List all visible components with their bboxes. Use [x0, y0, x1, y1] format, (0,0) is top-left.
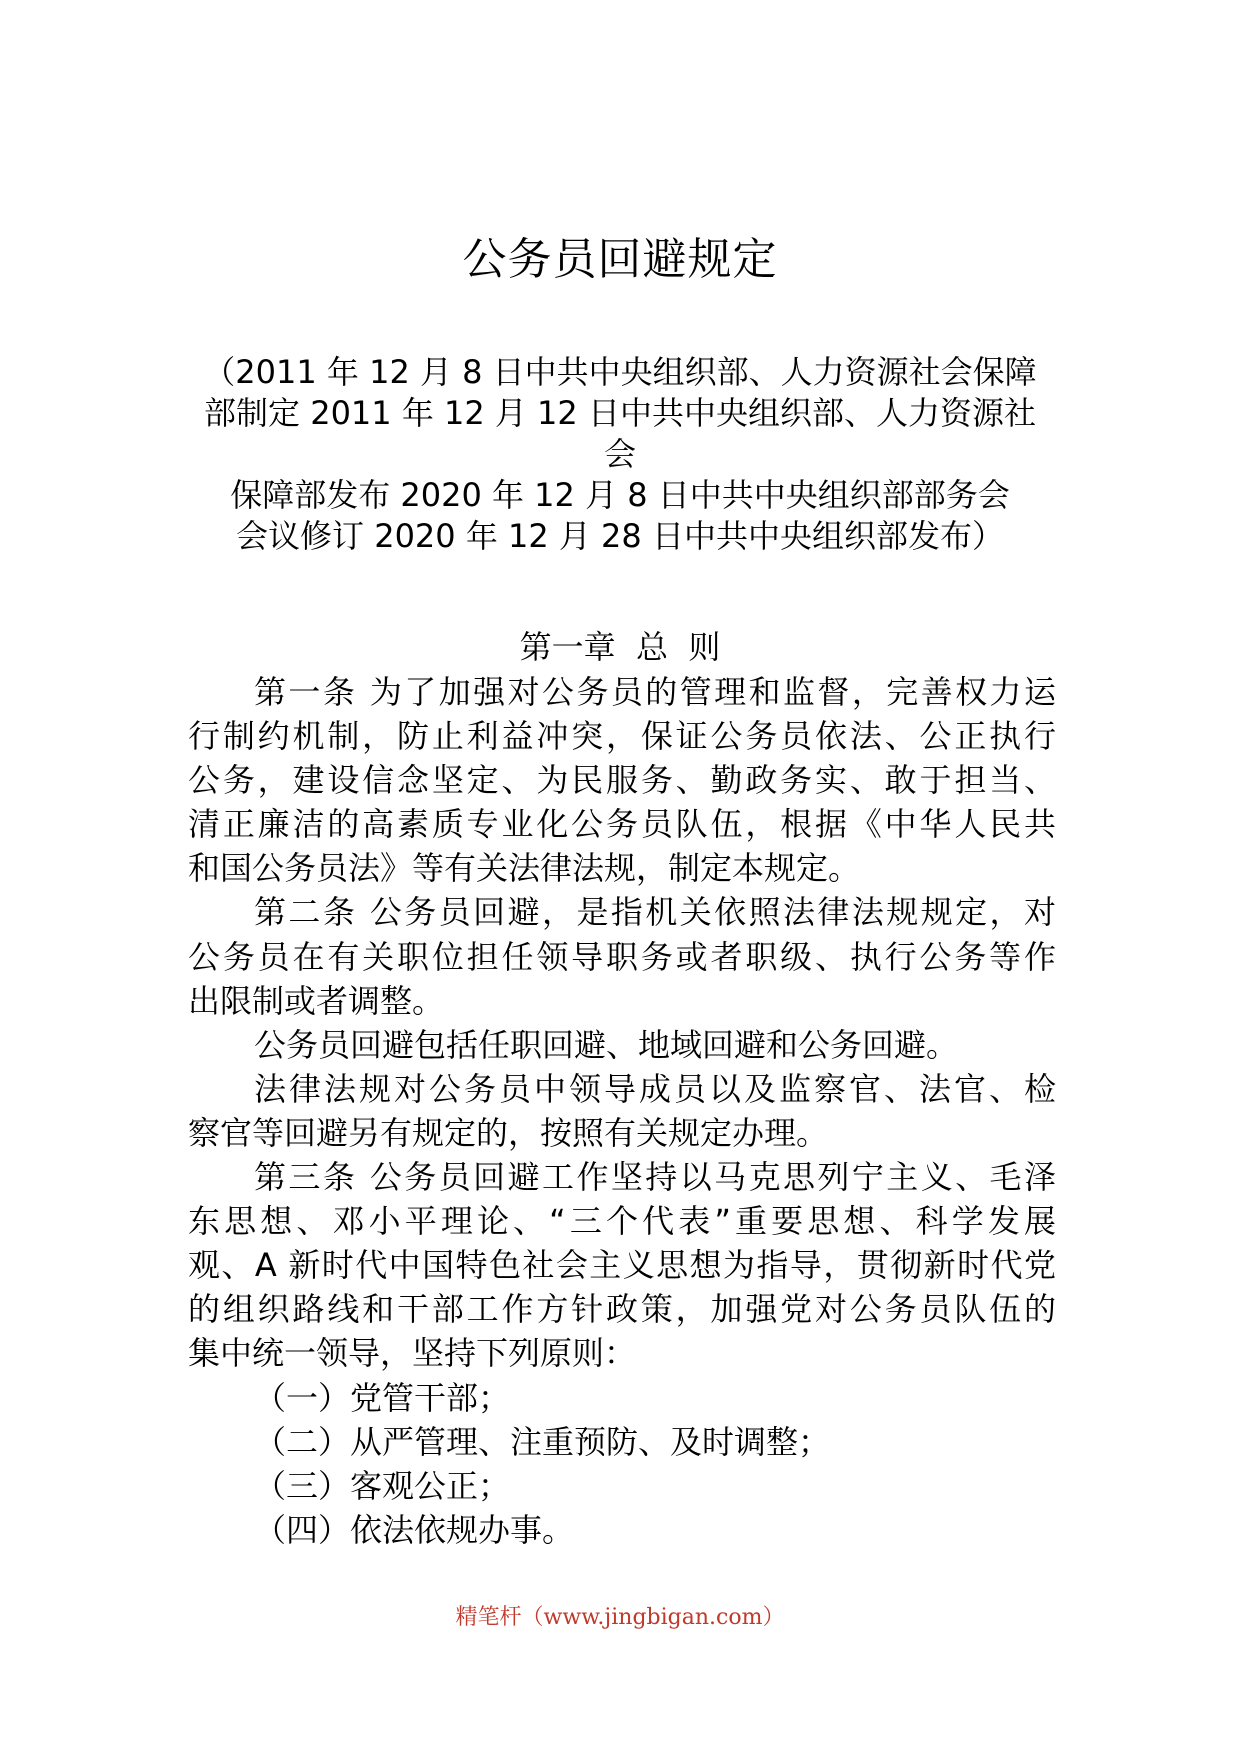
article-2-line: 第二条 公务员回避，是指机关依照法律法规规定，对	[254, 893, 1056, 932]
article-3-line: 集中统一领导，坚持下列原则：	[188, 1334, 637, 1373]
subtitle-line: 部制定 2011 年 12 月 12 日中共中央组织部、人力资源社	[204, 394, 1036, 432]
principle-item: （二）从严管理、注重预防、及时调整；	[254, 1422, 831, 1461]
article-3-line: 第三条 公务员回避工作坚持以马克思列宁主义、毛泽	[254, 1158, 1056, 1197]
article-2-paragraph: 察官等回避另有规定的，按照有关规定办理。	[188, 1113, 829, 1152]
subtitle-line: （2011 年 12 月 8 日中共中央组织部、人力资源社会保障	[203, 353, 1037, 391]
article-2-paragraph: 法律法规对公务员中领导成员以及监察官、法官、检	[254, 1069, 1056, 1108]
article-3-line: 观、A 新时代中国特色社会主义思想为指导，贯彻新时代党	[188, 1246, 1056, 1285]
article-1-line: 行制约机制，防止利益冲突，保证公务员依法、公正执行	[188, 717, 1056, 756]
document-subtitle	[190, 352, 1050, 557]
article-1-line: 和国公务员法》等有关法律法规，制定本规定。	[188, 849, 861, 888]
article-3-line: 的组织路线和干部工作方针政策，加强党对公务员队伍的	[188, 1290, 1056, 1329]
article-1-line: 清正廉洁的高素质专业化公务员队伍，根据《中华人民共	[188, 805, 1056, 844]
subtitle-line: 会议修订 2020 年 12 月 28 日中共中央组织部发布）	[236, 517, 1004, 555]
subtitle-line: 会	[603, 435, 636, 473]
document-title: 公务员回避规定	[462, 234, 778, 285]
watermark-footer-link[interactable]: 精笔杆（www.jingbigan.com）	[455, 1605, 785, 1630]
chapter-heading: 第一章 总 则	[519, 628, 721, 666]
subtitle-line: 保障部发布 2020 年 12 月 8 日中共中央组织部部务会	[230, 476, 1010, 514]
article-2-paragraph: 公务员回避包括任职回避、地域回避和公务回避。	[254, 1025, 959, 1064]
article-1-line: 公务，建设信念坚定、为民服务、勤政务实、敢于担当、	[188, 761, 1056, 800]
article-1-line: 第一条 为了加强对公务员的管理和监督，完善权力运	[254, 673, 1056, 711]
principle-item: （一）党管干部；	[254, 1378, 511, 1417]
article-3-line: 东思想、邓小平理论、“三个代表”重要思想、科学发展	[188, 1202, 1056, 1241]
document-body	[188, 670, 1056, 1552]
article-2-line: 出限制或者调整。	[188, 981, 445, 1020]
article-2-line: 公务员在有关职位担任领导职务或者职级、执行公务等作	[188, 937, 1056, 976]
principle-item: （三）客观公正；	[254, 1466, 511, 1505]
principle-item: （四）依法依规办事。	[254, 1510, 575, 1549]
